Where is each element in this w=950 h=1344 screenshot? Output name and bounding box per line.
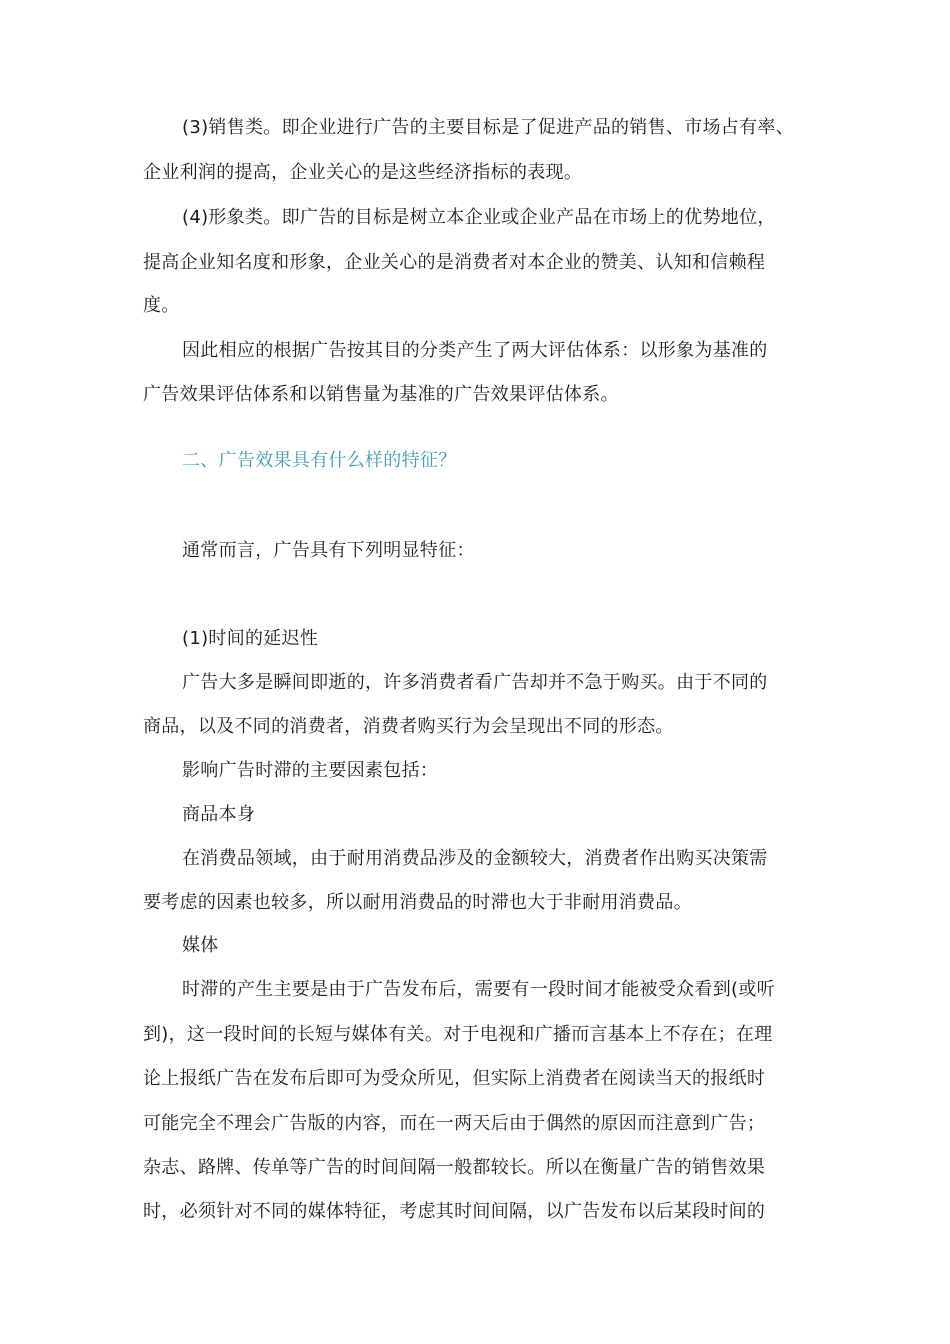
paragraph-line: 在消费品领域，由于耐用消费品涉及的金额较大，消费者作出购买决策需 — [182, 848, 768, 869]
subsection-title: (1)时间的延迟性 — [182, 628, 319, 649]
item-title: 商品本身 — [182, 804, 256, 825]
paragraph-line: 时滞的产生主要是由于广告发布后，需要有一段时间才能被受众看到(或听 — [182, 979, 775, 1000]
item-title: 媒体 — [182, 935, 219, 956]
paragraph-line: 因此相应的根据广告按其目的分类产生了两大评估体系：以形象为基准的 — [182, 340, 768, 361]
paragraph-line: (4)形象类。即广告的目标是树立本企业或企业产品在市场上的优势地位， — [182, 207, 776, 228]
paragraph-line: 影响广告时滞的主要因素包括： — [182, 760, 439, 781]
paragraph-line: 广告效果评估体系和以销售量为基准的广告效果评估体系。 — [143, 384, 619, 405]
paragraph-line: 论上报纸广告在发布后即可为受众所见，但实际上消费者在阅读当天的报纸时 — [143, 1068, 766, 1089]
paragraph-line: (3)销售类。即企业进行广告的主要目标是了促进产品的销售、市场占有率、 — [182, 117, 794, 138]
paragraph-line: 到)，这一段时间的长短与媒体有关。对于电视和广播而言基本上不存在；在理 — [143, 1024, 773, 1045]
paragraph-line: 度。 — [143, 295, 180, 316]
paragraph-line: 广告大多是瞬间即逝的，许多消费者看广告却并不急于购买。由于不同的 — [182, 672, 768, 693]
paragraph-line: 可能完全不理会广告版的内容，而在一两天后由于偶然的原因而注意到广告； — [143, 1113, 766, 1134]
paragraph-line: 要考虑的因素也较多，所以耐用消费品的时滞也大于非耐用消费品。 — [143, 892, 692, 913]
paragraph-line: 时，必须针对不同的媒体特征，考虑其时间间隔，以广告发布以后某段时间的 — [143, 1201, 766, 1222]
paragraph-line: 提高企业知名度和形象，企业关心的是消费者对本企业的赞美、认知和信赖程 — [143, 252, 766, 273]
paragraph-line: 杂志、路牌、传单等广告的时间间隔一般都较长。所以在衡量广告的销售效果 — [143, 1157, 766, 1178]
paragraph-line: 通常而言，广告具有下列明显特征： — [182, 540, 475, 561]
section-heading: 二、广告效果具有什么样的特征？ — [182, 450, 457, 471]
paragraph-line: 企业利润的提高，企业关心的是这些经济指标的表现。 — [143, 162, 583, 183]
paragraph-line: 商品，以及不同的消费者，消费者购买行为会呈现出不同的形态。 — [143, 716, 674, 737]
